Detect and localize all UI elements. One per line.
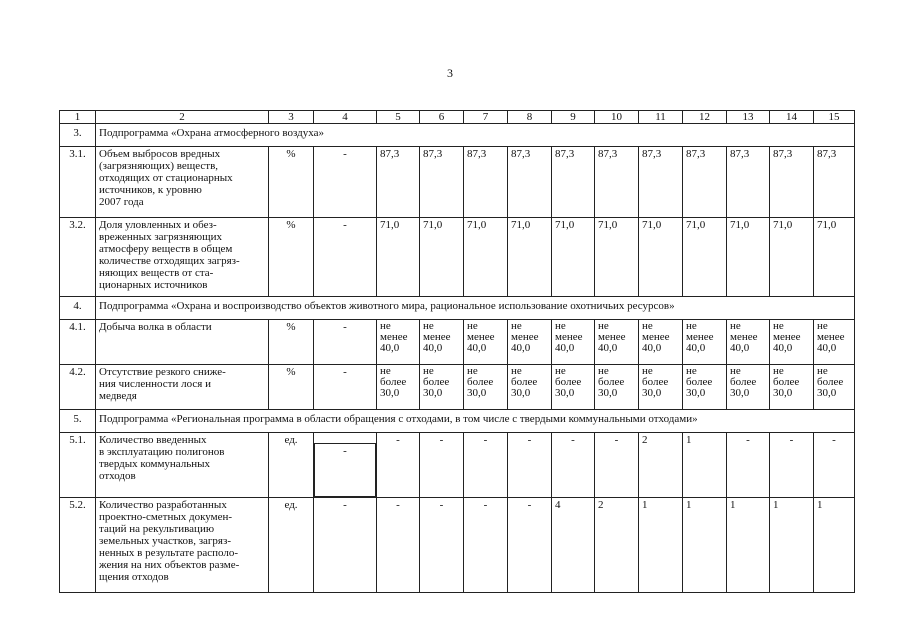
value-cell: 4 (552, 498, 595, 593)
header-cell: 8 (508, 111, 552, 124)
value-cell: 2 (595, 498, 639, 593)
row-number: 4.1. (60, 320, 96, 365)
value-cell: 1 (639, 498, 683, 593)
value-cell: не более 30,0 (595, 365, 639, 410)
value-cell: - (420, 498, 464, 593)
section-number: 4. (60, 297, 96, 320)
value-cell: 87,3 (464, 147, 508, 218)
value-cell: - (377, 498, 420, 593)
col4-value: - (314, 147, 377, 218)
value-cell: 1 (727, 498, 770, 593)
value-cell: 87,3 (814, 147, 855, 218)
value-cell: - (508, 433, 552, 498)
value-cell: 2 (639, 433, 683, 498)
page-number: 3 (447, 66, 453, 80)
value-cell: 71,0 (770, 218, 814, 297)
header-cell: 15 (814, 111, 855, 124)
indicator-name: Количество введенных в эксплуатацию полигонов твердых коммунальных отходов (96, 433, 269, 498)
value-cell: не более 30,0 (814, 365, 855, 410)
section-number: 3. (60, 124, 96, 147)
header-cell: 7 (464, 111, 508, 124)
header-cell: 13 (727, 111, 770, 124)
col4-value: - (314, 443, 376, 497)
value-cell: 71,0 (552, 218, 595, 297)
header-cell: 9 (552, 111, 595, 124)
unit-cell: % (269, 218, 314, 297)
row-number: 5.2. (60, 498, 96, 593)
value-cell: не менее 40,0 (377, 320, 420, 365)
value-cell: не более 30,0 (683, 365, 727, 410)
header-cell: 12 (683, 111, 727, 124)
indicator-name: Количество разработанных проектно-сметных докумен- таций на рекультивацию земельных участков, загряз- ненных в результате располо- жения на них объектов разме- щения отходов (96, 498, 269, 593)
value-cell: 71,0 (727, 218, 770, 297)
value-cell: не менее 40,0 (639, 320, 683, 365)
value-cell: 71,0 (508, 218, 552, 297)
header-cell: 14 (770, 111, 814, 124)
header-cell: 1 (60, 111, 96, 124)
value-cell: - (727, 433, 770, 498)
value-cell: - (464, 498, 508, 593)
section-title: Подпрограмма «Региональная программа в области обращения с отходами, в том числе с твердыми коммунальными отходами» (96, 410, 855, 433)
value-cell: 71,0 (595, 218, 639, 297)
value-cell: не менее 40,0 (595, 320, 639, 365)
value-cell: 87,3 (770, 147, 814, 218)
header-cell: 4 (314, 111, 377, 124)
unit-cell: % (269, 147, 314, 218)
row-number: 3.1. (60, 147, 96, 218)
value-cell: 87,3 (639, 147, 683, 218)
table-row (60, 498, 855, 593)
value-cell: не менее 40,0 (814, 320, 855, 365)
row-number: 5.1. (60, 433, 96, 498)
table-row (60, 147, 855, 218)
indicators-table (59, 110, 855, 593)
unit-cell: ед. (269, 498, 314, 593)
value-cell: не более 30,0 (770, 365, 814, 410)
header-cell: 2 (96, 111, 269, 124)
value-cell: 87,3 (552, 147, 595, 218)
unit-cell: ед. (269, 433, 314, 498)
value-cell: 87,3 (727, 147, 770, 218)
value-cell: - (464, 433, 508, 498)
value-cell: 71,0 (639, 218, 683, 297)
section-title: Подпрограмма «Охрана атмосферного воздуха» (96, 124, 855, 147)
indicator-name: Доля уловленных и обез- вреженных загрязняющих атмосферу веществ в общем количестве отходящих загряз- няющих веществ от ста- ционарных источников (96, 218, 269, 297)
value-cell: 1 (770, 498, 814, 593)
row-number: 4.2. (60, 365, 96, 410)
value-cell: - (814, 433, 855, 498)
value-cell: - (508, 498, 552, 593)
value-cell: не менее 40,0 (464, 320, 508, 365)
col4-value: - (314, 218, 377, 297)
value-cell: - (595, 433, 639, 498)
indicator-name: Отсутствие резкого сниже- ния численности лося и медведя (96, 365, 269, 410)
header-cell: 11 (639, 111, 683, 124)
col4-value: - (314, 365, 377, 410)
value-cell: 1 (814, 498, 855, 593)
value-cell: 87,3 (595, 147, 639, 218)
header-cell: 6 (420, 111, 464, 124)
value-cell: не менее 40,0 (420, 320, 464, 365)
header-cell: 10 (595, 111, 639, 124)
value-cell: не менее 40,0 (552, 320, 595, 365)
value-cell: 1 (683, 433, 727, 498)
value-cell: - (552, 433, 595, 498)
table-row (60, 433, 855, 498)
row-number: 3.2. (60, 218, 96, 297)
header-row (60, 111, 855, 124)
value-cell: 71,0 (464, 218, 508, 297)
value-cell: не менее 40,0 (683, 320, 727, 365)
header-cell: 3 (269, 111, 314, 124)
value-cell: не более 30,0 (508, 365, 552, 410)
value-cell: 71,0 (377, 218, 420, 297)
value-cell: не более 30,0 (377, 365, 420, 410)
indicator-name: Объем выбросов вредных (загрязняющих) веществ, отходящих от стационарных источников, к уровню 2007 года (96, 147, 269, 218)
value-cell: 71,0 (683, 218, 727, 297)
value-cell: не менее 40,0 (727, 320, 770, 365)
value-cell: - (420, 433, 464, 498)
value-cell: - (770, 433, 814, 498)
col4-value: - (314, 320, 377, 365)
unit-cell: % (269, 365, 314, 410)
value-cell: 87,3 (377, 147, 420, 218)
value-cell: не менее 40,0 (770, 320, 814, 365)
value-cell: не более 30,0 (639, 365, 683, 410)
value-cell: не более 30,0 (552, 365, 595, 410)
header-cell: 5 (377, 111, 420, 124)
col4-value: - (314, 498, 377, 593)
value-cell: 87,3 (420, 147, 464, 218)
section-number: 5. (60, 410, 96, 433)
table-row (60, 320, 855, 365)
value-cell: 1 (683, 498, 727, 593)
indicator-name: Добыча волка в области (96, 320, 269, 365)
value-cell: 71,0 (420, 218, 464, 297)
table-row (60, 218, 855, 297)
section-row-4 (60, 297, 855, 320)
unit-cell: % (269, 320, 314, 365)
value-cell: не более 30,0 (420, 365, 464, 410)
value-cell: 87,3 (508, 147, 552, 218)
section-row-5 (60, 410, 855, 433)
section-title: Подпрограмма «Охрана и воспроизводство объектов животного мира, рациональное использование охотничьих ресурсов» (96, 297, 855, 320)
value-cell: 87,3 (683, 147, 727, 218)
value-cell: - (377, 433, 420, 498)
value-cell: не более 30,0 (464, 365, 508, 410)
value-cell: не более 30,0 (727, 365, 770, 410)
value-cell: 71,0 (814, 218, 855, 297)
table-row (60, 365, 855, 410)
section-row-3 (60, 124, 855, 147)
value-cell: не менее 40,0 (508, 320, 552, 365)
